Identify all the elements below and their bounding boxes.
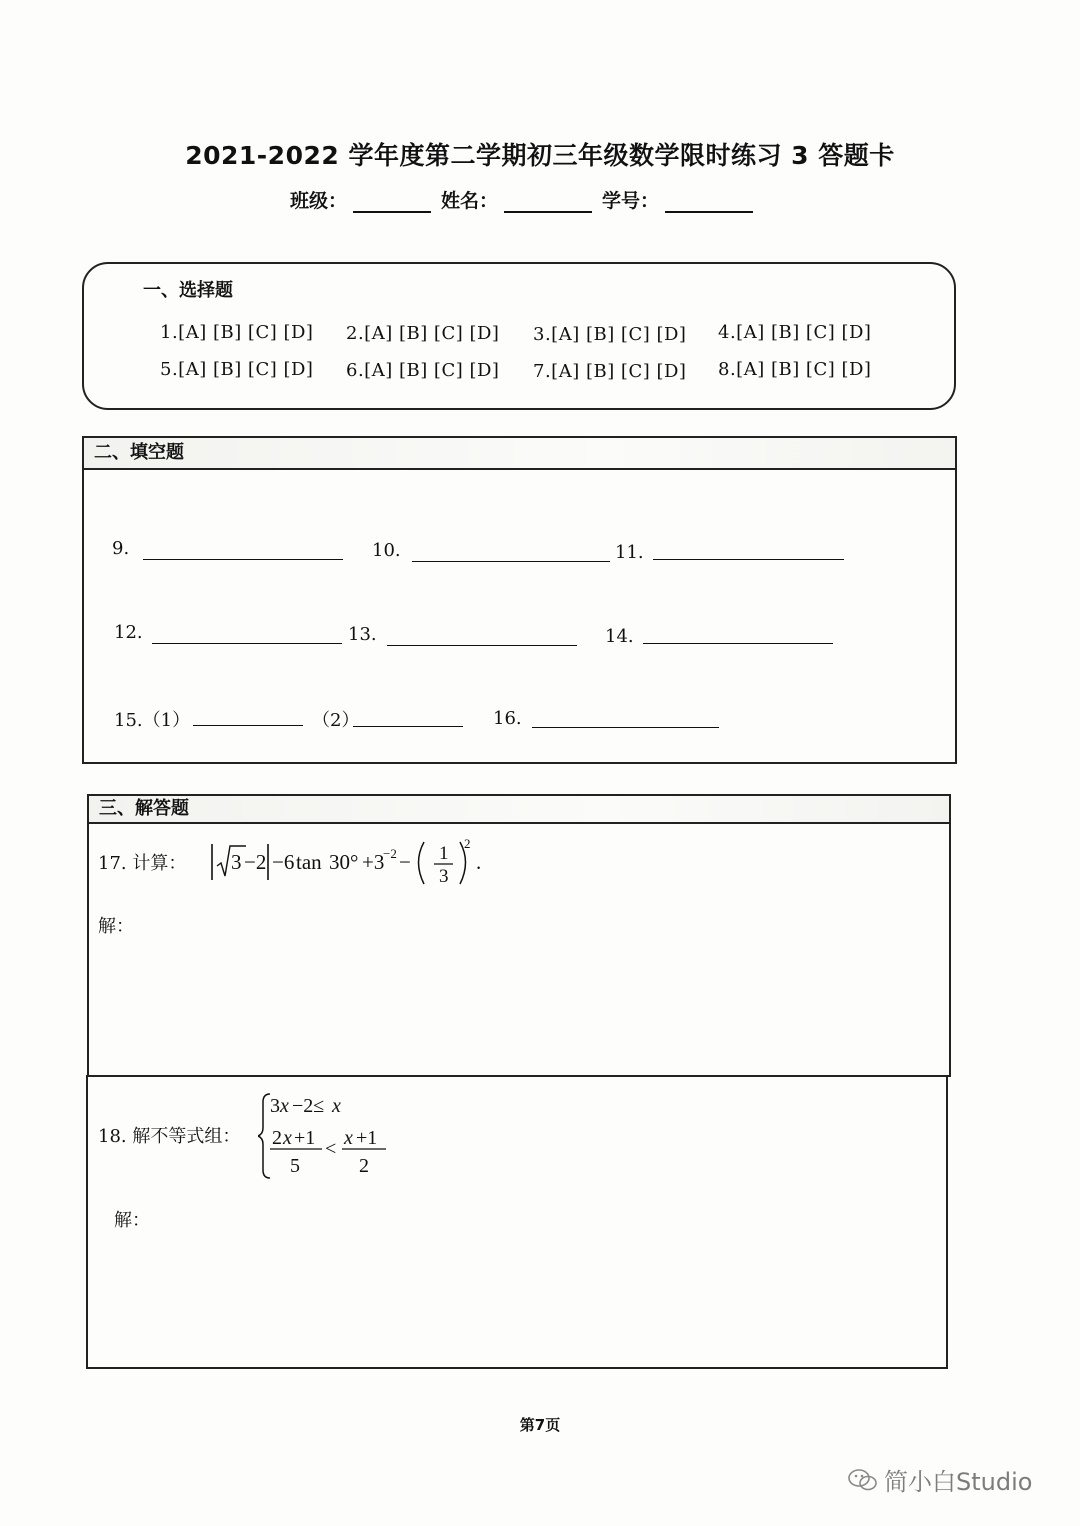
multiple-choice-heading: 一、选择题 (143, 280, 233, 301)
q17-instruction: 计算： (132, 853, 187, 874)
blank-label-9: 9. (112, 538, 130, 559)
blank-label-12: 12. (114, 622, 143, 643)
q17-number: 17. (98, 853, 127, 874)
watermark-text: 简小白Studio (884, 1468, 1033, 1496)
blank-line-13[interactable] (387, 645, 577, 646)
svg-text:1: 1 (439, 843, 449, 864)
svg-text:3: 3 (439, 866, 449, 887)
blank-label-16: 16. (493, 708, 522, 729)
page-title: 2021-2022 学年度第二学期初三年级数学限时练习 3 答题卡 (185, 141, 895, 170)
fill-blank-heading: 二、填空题 (84, 438, 955, 470)
name-blank[interactable] (504, 189, 592, 213)
svg-text:−: − (399, 850, 411, 874)
svg-text:x: x (344, 1127, 353, 1149)
svg-text:−2≤: −2≤ (292, 1095, 325, 1117)
svg-text:−2: −2 (383, 846, 397, 861)
q17-answer-area[interactable] (96, 938, 942, 1068)
blank-label-10: 10. (372, 540, 401, 561)
student-info-row (290, 186, 763, 213)
q18-number: 18. (98, 1126, 127, 1147)
choice-item-1[interactable]: 1.[A] [B] [C] [D] (160, 322, 314, 343)
svg-text:x: x (283, 1127, 292, 1149)
svg-text:+1: +1 (356, 1127, 378, 1149)
svg-text:2: 2 (359, 1155, 369, 1177)
blank-label-14: 14. (605, 626, 634, 647)
blank-line-11[interactable] (653, 559, 844, 560)
svg-text:3: 3 (270, 1095, 280, 1117)
svg-text:2: 2 (464, 836, 471, 851)
blank-label-13: 13. (348, 624, 377, 645)
student-id-blank[interactable] (665, 189, 753, 213)
q18-formula-svg (258, 1090, 398, 1182)
svg-text:<: < (325, 1138, 337, 1160)
class-blank[interactable] (353, 189, 431, 213)
blank-label-15-2: （2） (312, 710, 360, 731)
blank-line-12[interactable] (152, 643, 342, 644)
svg-text:30°: 30° (329, 850, 359, 874)
blank-line-16[interactable] (532, 727, 719, 728)
svg-text:tan: tan (296, 850, 322, 874)
watermark (848, 1462, 1032, 1497)
choice-item-2[interactable]: 2.[A] [B] [C] [D] (346, 323, 500, 344)
choice-item-3[interactable]: 3.[A] [B] [C] [D] (533, 324, 687, 345)
choice-item-7[interactable]: 7.[A] [B] [C] [D] (533, 361, 687, 382)
svg-text:5: 5 (290, 1155, 300, 1177)
q18-instruction: 解不等式组： (132, 1126, 241, 1147)
blank-label-15-1: 15.（1） (114, 710, 191, 731)
q18-answer-area[interactable] (96, 1232, 942, 1360)
q17-expression (210, 836, 490, 892)
blank-line-15-2[interactable] (353, 726, 463, 727)
svg-text:−2: −2 (244, 850, 267, 874)
page-number: 第7页 (519, 1416, 561, 1434)
q18-inequality-system (258, 1090, 398, 1182)
blank-line-10[interactable] (412, 561, 610, 562)
svg-text:+3: +3 (362, 850, 385, 874)
blank-label-11: 11. (615, 542, 644, 563)
choice-item-4[interactable]: 4.[A] [B] [C] [D] (718, 322, 872, 343)
class-label: 班级： (290, 190, 348, 212)
svg-text:2: 2 (272, 1127, 282, 1149)
blank-line-14[interactable] (643, 643, 833, 644)
svg-text:.: . (476, 850, 482, 874)
svg-text:3: 3 (231, 850, 242, 874)
blank-line-9[interactable] (143, 559, 343, 560)
name-label: 姓名： (441, 190, 499, 212)
wechat-icon (848, 1467, 878, 1493)
svg-text:x: x (280, 1095, 289, 1117)
choice-item-8[interactable]: 8.[A] [B] [C] [D] (718, 359, 872, 380)
q17-prompt (98, 849, 186, 875)
svg-text:x: x (332, 1095, 341, 1117)
choice-item-5[interactable]: 5.[A] [B] [C] [D] (160, 359, 314, 380)
svg-text:+1: +1 (294, 1127, 316, 1149)
choice-item-6[interactable]: 6.[A] [B] [C] [D] (346, 360, 500, 381)
q18-answer-label: 解： (114, 1210, 150, 1231)
answer-heading: 三、解答题 (89, 796, 949, 824)
q18-prompt (98, 1122, 240, 1148)
q17-answer-label: 解： (98, 916, 134, 937)
blank-line-15-1[interactable] (193, 725, 303, 726)
student-id-label: 学号： (602, 190, 660, 212)
q17-formula-svg (210, 836, 490, 892)
svg-text:−6: −6 (272, 850, 295, 874)
